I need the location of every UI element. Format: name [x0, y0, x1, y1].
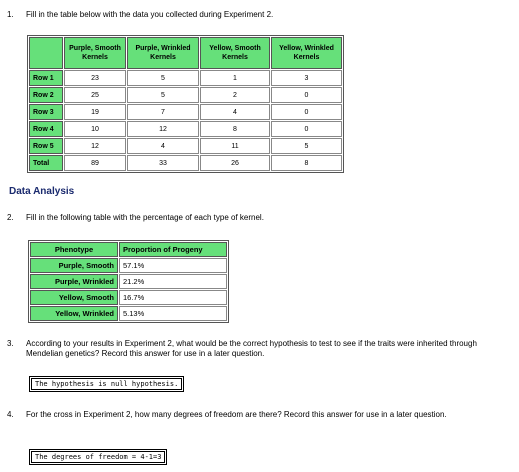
table-row	[29, 87, 342, 103]
table-header-row	[30, 242, 227, 257]
table-header-row	[29, 37, 342, 69]
table-cell[interactable]: 7	[127, 104, 199, 120]
table-cell[interactable]: 26	[200, 155, 270, 171]
table-cell[interactable]: 5	[127, 70, 199, 86]
question-1-number: 1.	[7, 10, 14, 19]
table-cell[interactable]: 0	[271, 87, 342, 103]
table-cell[interactable]: 8	[200, 121, 270, 137]
row-label: Row 5	[29, 138, 63, 154]
row-label: Total	[29, 155, 63, 171]
table-cell[interactable]: 23	[64, 70, 126, 86]
column-header: Yellow, Smooth Kernels	[200, 37, 270, 69]
table-cell[interactable]: 21.2%	[119, 274, 227, 289]
table-cell[interactable]: 0	[271, 121, 342, 137]
table-cell[interactable]: 10	[64, 121, 126, 137]
phenotype-label: Purple, Smooth	[30, 258, 118, 273]
section-title: Data Analysis	[9, 186, 75, 197]
table-cell[interactable]: 0	[271, 104, 342, 120]
column-header: Yellow, Wrinkled Kernels	[271, 37, 342, 69]
question-3-answer[interactable]: The hypothesis is null hypothesis.	[31, 378, 182, 390]
table-row	[30, 306, 227, 321]
column-header: Purple, Smooth Kernels	[64, 37, 126, 69]
table-cell[interactable]: 12	[127, 121, 199, 137]
table-cell[interactable]: 16.7%	[119, 290, 227, 305]
table-cell[interactable]: 1	[200, 70, 270, 86]
table-cell[interactable]: 19	[64, 104, 126, 120]
table-row-total	[29, 155, 342, 171]
row-label: Row 2	[29, 87, 63, 103]
row-label: Row 3	[29, 104, 63, 120]
table-cell[interactable]: 5	[127, 87, 199, 103]
table-row	[29, 121, 342, 137]
question-4-answer-box[interactable]	[29, 449, 167, 465]
table-cell[interactable]: 89	[64, 155, 126, 171]
column-header: Phenotype	[30, 242, 118, 257]
table-cell[interactable]: 8	[271, 155, 342, 171]
table-cell[interactable]: 57.1%	[119, 258, 227, 273]
row-label: Row 4	[29, 121, 63, 137]
table-row	[30, 258, 227, 273]
table-corner-cell	[29, 37, 63, 69]
table-cell[interactable]: 4	[127, 138, 199, 154]
table-row	[30, 274, 227, 289]
table-row	[30, 290, 227, 305]
experiment-data-table	[27, 35, 344, 173]
phenotype-table	[28, 240, 229, 323]
question-1-text: Fill in the table below with the data you collected during Experiment 2.	[26, 10, 274, 19]
question-2-number: 2.	[7, 213, 14, 222]
table-cell[interactable]: 5.13%	[119, 306, 227, 321]
column-header: Proportion of Progeny	[119, 242, 227, 257]
table-cell[interactable]: 25	[64, 87, 126, 103]
table-row	[29, 104, 342, 120]
question-4-text: For the cross in Experiment 2, how many degrees of freedom are there? Record this answer for use in a later question.	[26, 410, 447, 419]
question-3-number: 3.	[7, 339, 14, 348]
table-cell[interactable]: 12	[64, 138, 126, 154]
question-4-number: 4.	[7, 410, 14, 419]
table-cell[interactable]: 3	[271, 70, 342, 86]
table-cell[interactable]: 2	[200, 87, 270, 103]
table-cell[interactable]: 33	[127, 155, 199, 171]
question-3-text: According to your results in Experiment 2, what would be the correct hypothesis to test to see if the traits were inherited through Mendelian genetics? Record this answer for use in a later question.	[26, 339, 477, 358]
phenotype-label: Yellow, Smooth	[30, 290, 118, 305]
phenotype-label: Yellow, Wrinkled	[30, 306, 118, 321]
row-label: Row 1	[29, 70, 63, 86]
table-cell[interactable]: 4	[200, 104, 270, 120]
table-row	[29, 70, 342, 86]
table-cell[interactable]: 11	[200, 138, 270, 154]
phenotype-label: Purple, Wrinkled	[30, 274, 118, 289]
column-header: Purple, Wrinkled Kernels	[127, 37, 199, 69]
question-2-text: Fill in the following table with the percentage of each type of kernel.	[26, 213, 264, 222]
table-row	[29, 138, 342, 154]
question-3-answer-box[interactable]	[29, 376, 184, 392]
question-4-answer[interactable]: The degrees of freedom = 4-1=3	[31, 451, 165, 463]
table-cell[interactable]: 5	[271, 138, 342, 154]
